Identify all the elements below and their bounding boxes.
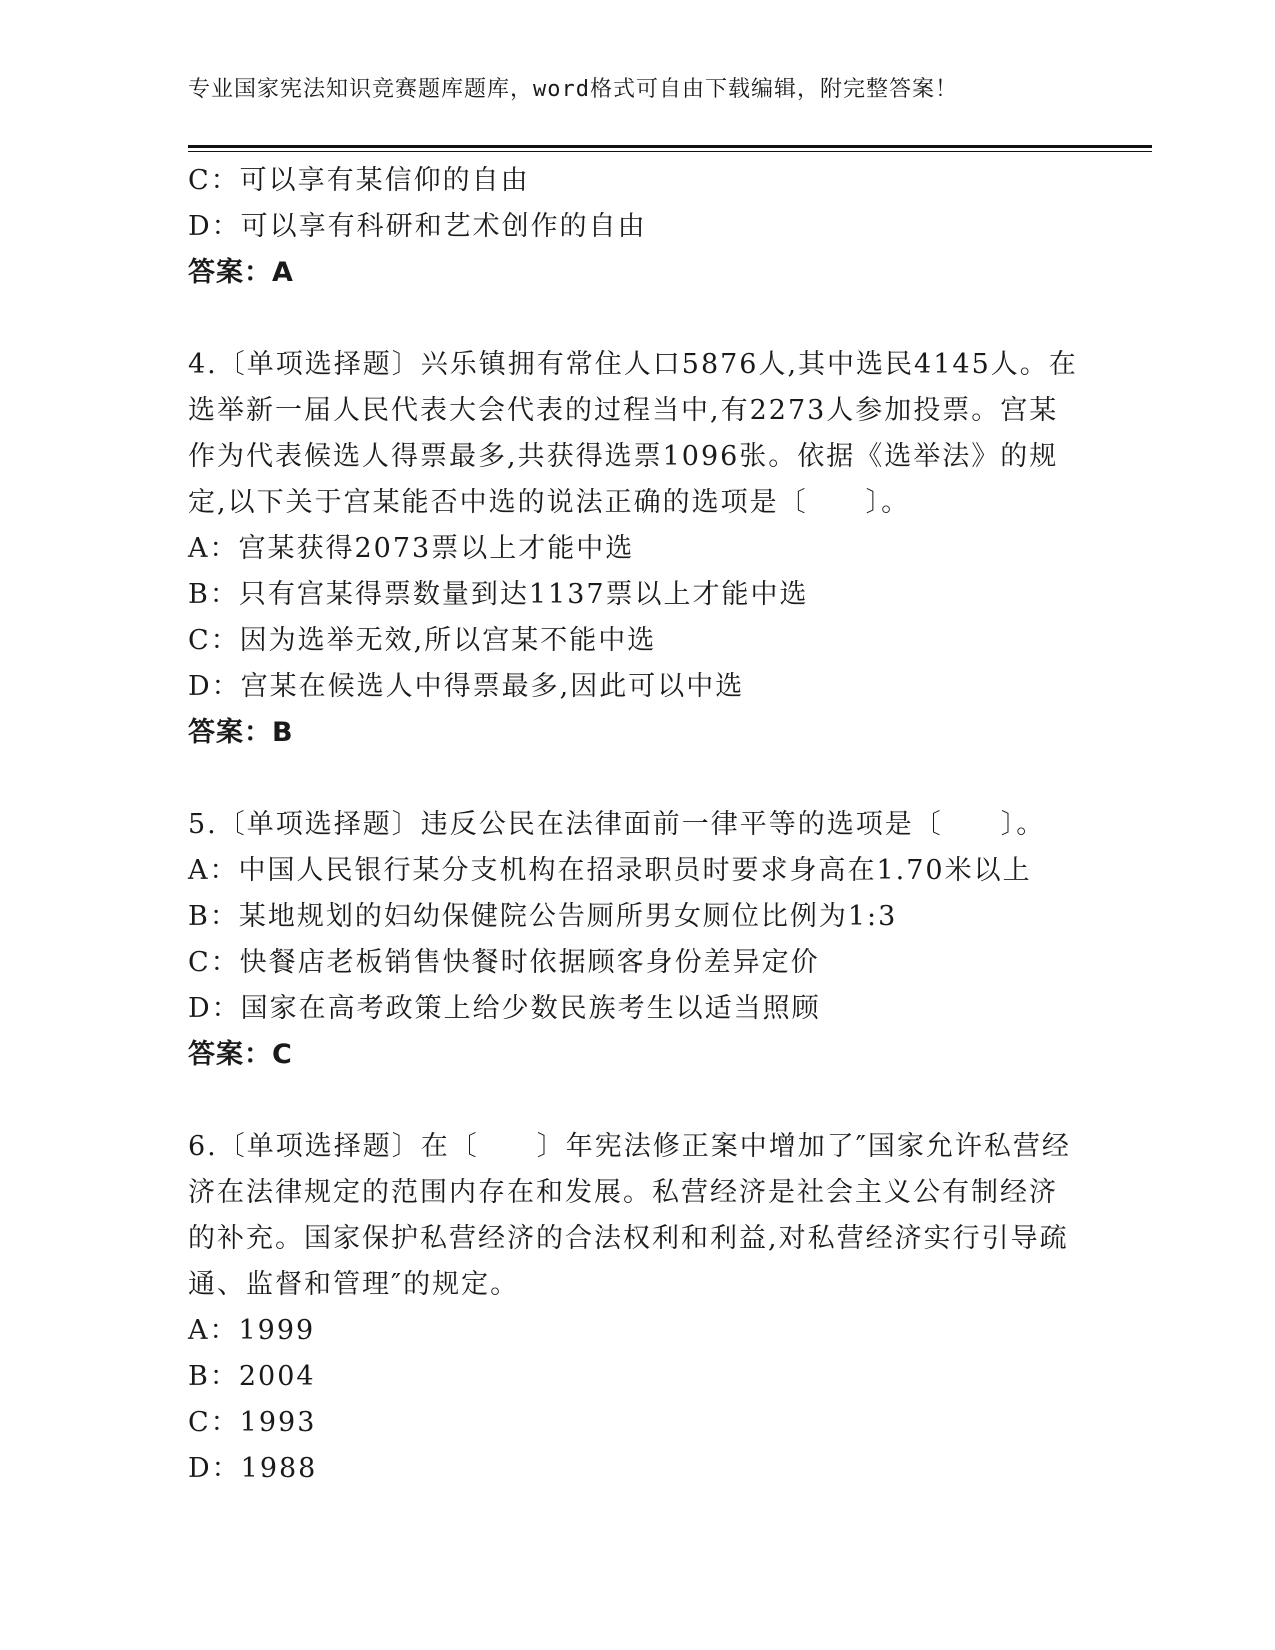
header-rule-thin (188, 151, 1152, 152)
question-3-continuation (188, 158, 1088, 296)
question-stem-line: 6.〔单项选择题〕在〔 〕年宪法修正案中增加了″国家允许私营经 (188, 1131, 1071, 1162)
option-a: A：宫某获得2073票以上才能中选 (188, 533, 635, 564)
question-5 (188, 802, 1088, 1078)
question-stem-line: 通、监督和管理″的规定。 (188, 1269, 520, 1300)
option-c: C：1993 (188, 1407, 317, 1438)
option-a: A：中国人民银行某分支机构在招录职员时要求身高在1.70米以上 (188, 855, 1032, 886)
option-c: C：快餐店老板销售快餐时依据顾客身份差异定价 (188, 947, 820, 978)
option-c: C：因为选举无效,所以宫某不能中选 (188, 625, 657, 656)
question-stem-line: 5.〔单项选择题〕违反公民在法律面前一律平等的选项是〔 〕。 (188, 809, 1046, 840)
question-stem-line: 作为代表候选人得票最多,共获得选票1096张。依据《选举法》的规 (188, 441, 1059, 472)
spacer (188, 296, 1088, 342)
option-b: B：某地规划的妇幼保健院公告厕所男女厕位比例为1:3 (188, 901, 898, 932)
question-6 (188, 1124, 1088, 1492)
answer-label: 答案：A (188, 257, 294, 288)
option-d: D：可以享有科研和艺术创作的自由 (188, 211, 647, 242)
spacer (188, 1078, 1088, 1124)
document-body (188, 158, 1088, 1492)
answer-label: 答案：B (188, 717, 294, 748)
header-rule-thick (188, 145, 1152, 148)
question-4 (188, 342, 1088, 756)
question-stem-line: 选举新一届人民代表大会代表的过程当中,有2273人参加投票。宫某 (188, 395, 1059, 426)
option-a: A：1999 (188, 1315, 316, 1346)
option-d: D：1988 (188, 1453, 318, 1484)
question-stem-line: 的补充。国家保护私营经济的合法权利和利益,对私营经济实行引导疏 (188, 1223, 1069, 1254)
option-b: B：只有宫某得票数量到达1137票以上才能中选 (188, 579, 809, 610)
option-b: B：2004 (188, 1361, 316, 1392)
page-header: 专业国家宪法知识竞赛题库题库，word格式可自由下载编辑，附完整答案！ (188, 77, 958, 102)
spacer (188, 756, 1088, 802)
question-stem-line: 4.〔单项选择题〕兴乐镇拥有常住人口5876人,其中选民4145人。在 (188, 349, 1078, 380)
question-stem-line: 济在法律规定的范围内存在和发展。私营经济是社会主义公有制经济 (188, 1177, 1058, 1208)
answer-label: 答案：C (188, 1039, 293, 1070)
question-stem-line: 定,以下关于宫某能否中选的说法正确的选项是〔 〕。 (188, 487, 911, 518)
option-c: C：可以享有某信仰的自由 (188, 165, 530, 196)
option-d: D：宫某在候选人中得票最多,因此可以中选 (188, 671, 745, 702)
option-d: D：国家在高考政策上给少数民族考生以适当照顾 (188, 993, 821, 1024)
